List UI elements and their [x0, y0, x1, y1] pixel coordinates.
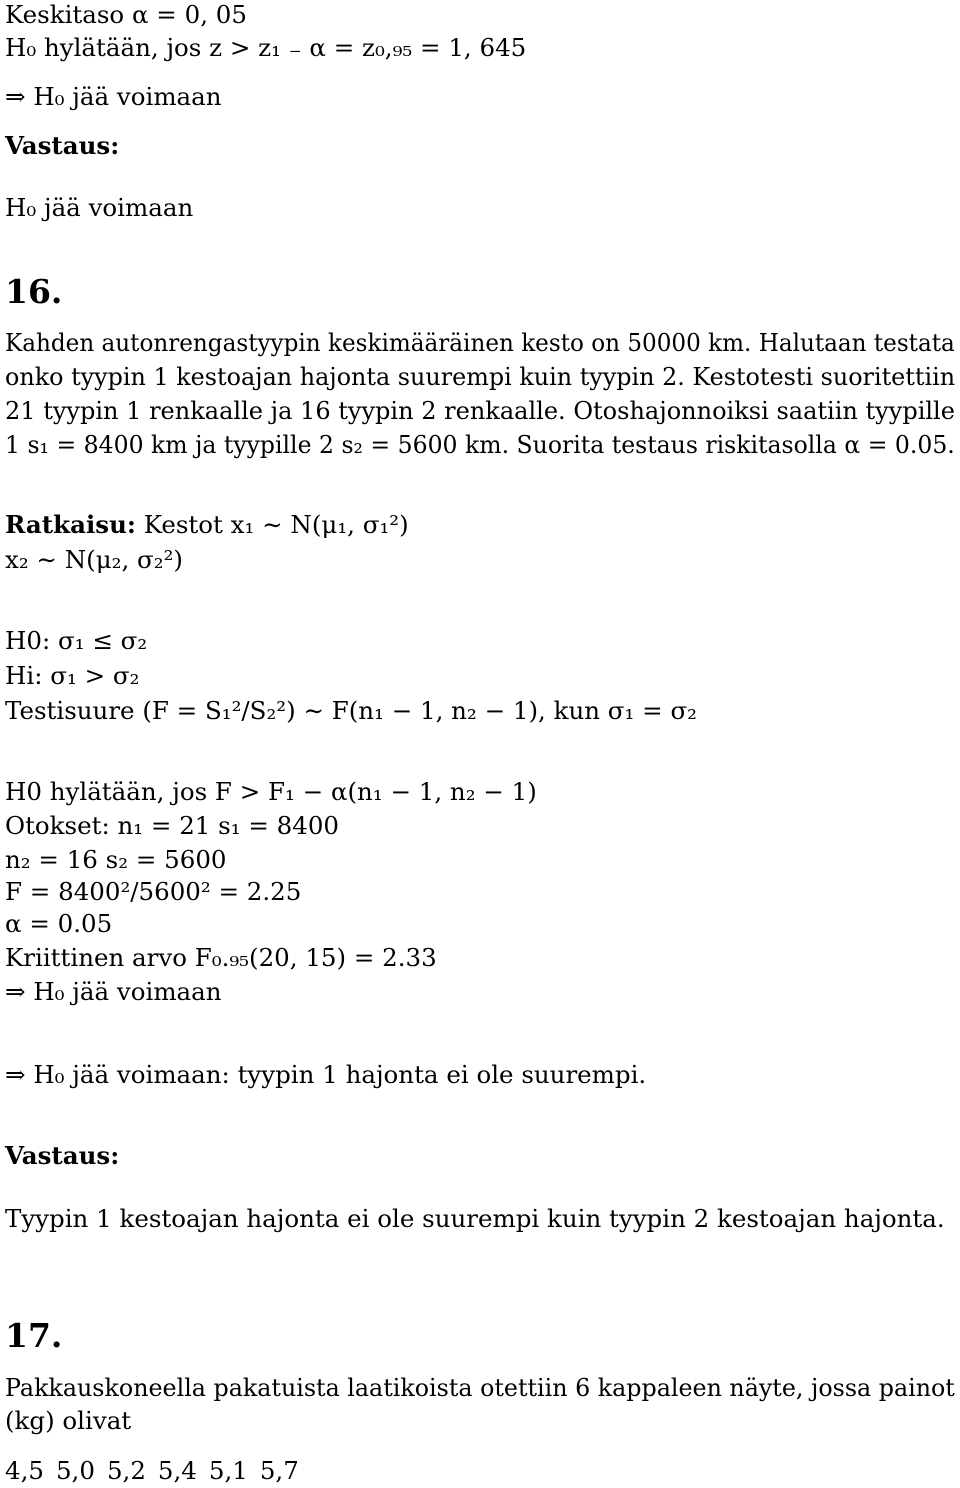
task-16-solution-intro [5, 510, 409, 540]
data-value: 5,0 [55, 1456, 95, 1485]
data-value: 5,4 [157, 1456, 197, 1485]
rejection-criterion-line: H0 hylätään, jos F > F₁ − α(n₁ − 1, n₂ − 1) [5, 777, 537, 806]
task-16-answer-text: Tyypin 1 kestoajan hajonta ei ole suurempi kuin tyypin 2 kestoajan hajonta. [5, 1204, 945, 1233]
solution-label: Ratkaisu: [5, 510, 136, 539]
f-value-line: F = 8400²/5600² = 2.25 [5, 877, 302, 906]
previous-answer-label: Vastaus: [5, 131, 120, 160]
task-17-problem-line: (kg) olivat [5, 1406, 132, 1435]
data-value: 5,7 [259, 1456, 299, 1485]
alternative-hypothesis-line: Hi: σ₁ > σ₂ [5, 661, 140, 690]
rejection-rule-line: H₀ hylätään, jos z > z₁ ₋ α = z₀,₉₅ = 1, 645 [5, 33, 527, 62]
task-16-problem-line: 21 tyypin 1 renkaalle ja 16 tyypin 2 renkaalle. Otoshajonnoiksi saatiin tyypille [5, 396, 955, 425]
test-statistic-line: Testisuure (F = S₁²/S₂²) ∼ F(n₁ − 1, n₂ − 1), kun σ₁ = σ₂ [5, 696, 697, 725]
sample-2-line: n₂ = 16 s₂ = 5600 [5, 845, 227, 874]
significance-level-line: Keskitaso α = 0, 05 [5, 0, 247, 29]
task-16-answer-label: Vastaus: [5, 1141, 120, 1170]
task-17-problem-line: Pakkauskoneella pakatuista laatikoista otettiin 6 kappaleen näyte, jossa painot [5, 1373, 955, 1402]
previous-answer-text: H₀ jää voimaan [5, 193, 194, 222]
task-16-solution-line: x₂ ∼ N(μ₂, σ₂²) [5, 545, 183, 574]
data-value: 4,5 [5, 1456, 44, 1485]
calculation-conclusion-line: ⇒ H₀ jää voimaan [5, 977, 222, 1006]
task-16-problem-line: Kahden autonrengastyypin keskimääräinen kesto on 50000 km. Halutaan testata [5, 328, 955, 357]
solution-intro-text: Kestot x₁ ∼ N(μ₁, σ₁²) [143, 510, 409, 539]
critical-value-line: Kriittinen arvo F₀.₉₅(20, 15) = 2.33 [5, 943, 437, 972]
task-16-problem-line: onko tyypin 1 kestoajan hajonta suurempi kuin tyypin 2. Kestotesti suoritettiin [5, 362, 956, 391]
alpha-line: α = 0.05 [5, 909, 113, 938]
task-17-heading: 17. [5, 1316, 63, 1355]
task-16-problem-line: 1 s₁ = 8400 km ja tyypille 2 s₂ = 5600 km. Suorita testaus riskitasolla α = 0.05. [5, 430, 955, 459]
task-17-data-row [5, 1456, 299, 1486]
previous-conclusion-line: ⇒ H₀ jää voimaan [5, 82, 222, 111]
null-hypothesis-line: H0: σ₁ ≤ σ₂ [5, 626, 148, 655]
task-16-heading: 16. [5, 272, 63, 311]
samples-line: Otokset: n₁ = 21 s₁ = 8400 [5, 811, 340, 840]
data-value: 5,2 [106, 1456, 146, 1485]
data-value: 5,1 [208, 1456, 248, 1485]
task-16-conclusion-line: ⇒ H₀ jää voimaan: tyypin 1 hajonta ei ole suurempi. [5, 1060, 647, 1089]
